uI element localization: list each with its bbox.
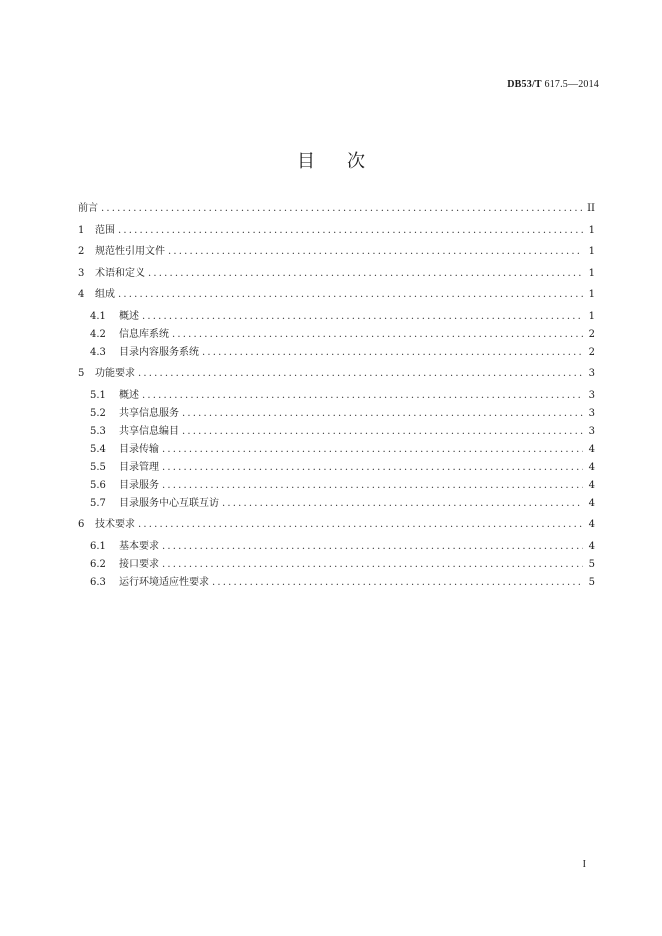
toc-entry-page: 1 <box>588 267 595 279</box>
toc-entry-label: 组成 <box>95 289 115 300</box>
toc-leader-dots <box>162 459 583 477</box>
toc-entry-page: 1 <box>588 224 595 236</box>
toc-entry-page: 1 <box>588 310 595 322</box>
toc-entry-label: 共享信息编目 <box>119 425 179 437</box>
toc-leader-dots <box>202 344 583 362</box>
toc-leader-dots <box>162 477 583 495</box>
page-title: 目次 <box>297 151 397 172</box>
toc-entry-number: 6.1 <box>90 540 106 552</box>
toc-entry-page: 5 <box>588 558 595 570</box>
toc-entry-label: 目录服务 <box>119 479 159 491</box>
toc-entry-number: 4.1 <box>90 310 106 322</box>
toc-entry-label: 前言 <box>78 203 98 214</box>
toc-entry-number: 3 <box>78 267 85 279</box>
toc-entry-number: 5.1 <box>90 389 106 401</box>
toc-entry-page: 2 <box>588 346 595 358</box>
toc-entry-page: 3 <box>588 368 595 379</box>
toc-entry-label: 目录管理 <box>119 461 159 473</box>
toc-entry-number: 6.3 <box>90 576 106 588</box>
toc-entry[interactable] <box>78 423 595 441</box>
toc-entry-label: 概述 <box>119 310 139 322</box>
toc-leader-dots <box>212 574 583 592</box>
toc-leader-dots <box>138 516 583 534</box>
toc-entry-number: 5.7 <box>90 497 106 509</box>
toc-entry[interactable] <box>78 222 595 240</box>
toc-entry-page: II <box>587 203 595 214</box>
document-code-number: 617.5—2014 <box>541 79 599 90</box>
toc-entry-page: 5 <box>588 576 595 588</box>
toc-entry[interactable] <box>78 516 595 534</box>
toc-entry-number: 4.3 <box>90 346 106 358</box>
toc-entry-label: 范围 <box>95 224 115 236</box>
toc-entry[interactable] <box>78 574 595 592</box>
toc-entry-number: 1 <box>78 224 85 236</box>
toc-entry-page: 4 <box>588 461 595 473</box>
toc-entry-page: 3 <box>588 407 595 419</box>
table-of-contents <box>78 200 595 592</box>
toc-entry[interactable] <box>78 344 595 362</box>
toc-entry-label: 目录服务中心互联互访 <box>119 497 219 509</box>
toc-entry[interactable] <box>78 286 595 304</box>
toc-entry-page: 2 <box>588 328 595 340</box>
toc-entry[interactable] <box>78 405 595 423</box>
toc-leader-dots <box>182 423 583 441</box>
toc-entry-number: 4 <box>78 289 85 300</box>
toc-entry-number: 6 <box>78 519 85 530</box>
toc-entry-page: 1 <box>588 289 595 300</box>
toc-entry[interactable] <box>78 556 595 574</box>
document-code <box>507 79 599 90</box>
toc-leader-dots <box>148 265 583 283</box>
toc-entry-page: 4 <box>588 519 595 530</box>
toc-entry-number: 5.6 <box>90 479 106 491</box>
toc-entry-page: 4 <box>588 540 595 552</box>
toc-leader-dots <box>162 538 583 556</box>
toc-leader-dots <box>168 243 583 261</box>
toc-entry-label: 目录传输 <box>119 443 159 455</box>
toc-entry-label: 技术要求 <box>95 519 135 530</box>
toc-entry-number: 5.2 <box>90 407 106 419</box>
toc-entry-label: 运行环境适应性要求 <box>119 576 209 588</box>
toc-leader-dots <box>118 286 583 304</box>
toc-entry-label: 共享信息服务 <box>119 407 179 419</box>
toc-entry-number: 4.2 <box>90 328 106 340</box>
toc-entry-label: 规范性引用文件 <box>95 246 165 257</box>
toc-entry-label: 概述 <box>119 389 139 401</box>
toc-entry[interactable] <box>78 459 595 477</box>
toc-leader-dots <box>142 387 583 405</box>
toc-entry-page: 4 <box>588 443 595 455</box>
toc-entry[interactable] <box>78 495 595 513</box>
toc-leader-dots <box>162 441 583 459</box>
toc-leader-dots <box>172 326 583 344</box>
toc-entry[interactable] <box>78 441 595 459</box>
document-code-prefix: DB53/T <box>507 79 542 90</box>
toc-entry-label: 基本要求 <box>119 540 159 552</box>
toc-entry-page: 1 <box>588 246 595 257</box>
toc-leader-dots <box>222 495 583 513</box>
toc-entry-number: 2 <box>78 246 85 257</box>
footer-page-number: I <box>582 859 586 870</box>
toc-entry-label: 目录内容服务系统 <box>119 346 199 358</box>
toc-entry-page: 4 <box>588 479 595 491</box>
toc-entry[interactable] <box>78 538 595 556</box>
toc-leader-dots <box>118 222 583 240</box>
toc-entry[interactable] <box>78 387 595 405</box>
toc-leader-dots <box>138 365 583 383</box>
toc-entry[interactable] <box>78 243 595 261</box>
toc-entry[interactable] <box>78 200 595 218</box>
toc-entry-label: 信息库系统 <box>119 328 169 340</box>
toc-entry-page: 3 <box>588 389 595 401</box>
toc-entry-number: 5.5 <box>90 461 106 473</box>
toc-leader-dots <box>101 200 583 218</box>
toc-entry[interactable] <box>78 365 595 383</box>
toc-entry-page: 4 <box>588 497 595 509</box>
toc-entry[interactable] <box>78 326 595 344</box>
toc-entry-label: 术语和定义 <box>95 267 145 279</box>
toc-entry[interactable] <box>78 265 595 283</box>
toc-leader-dots <box>182 405 583 423</box>
toc-leader-dots <box>162 556 583 574</box>
toc-entry-label: 接口要求 <box>119 558 159 570</box>
toc-entry[interactable] <box>78 308 595 326</box>
toc-entry-number: 6.2 <box>90 558 106 570</box>
toc-entry-number: 5 <box>78 368 85 379</box>
toc-leader-dots <box>142 308 583 326</box>
toc-entry-number: 5.3 <box>90 425 106 437</box>
toc-entry-label: 功能要求 <box>95 368 135 379</box>
toc-entry-number: 5.4 <box>90 443 106 455</box>
toc-entry[interactable] <box>78 477 595 495</box>
toc-entry-page: 3 <box>588 425 595 437</box>
